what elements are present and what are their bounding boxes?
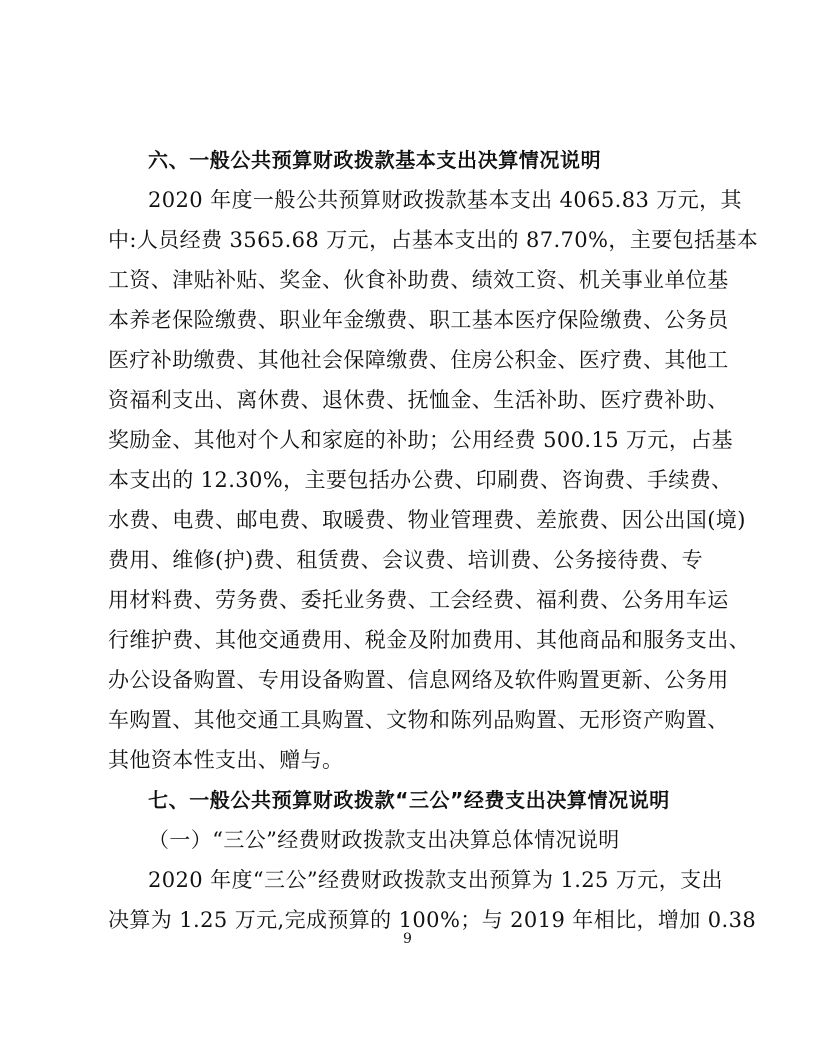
section-6-line-8: 本支出的 12.30%，主要包括办公费、印刷费、咨询费、手续费、 <box>108 468 733 492</box>
section-6-line-9: 水费、电费、邮电费、取暖费、物业管理费、差旅费、因公出国(境) <box>108 508 746 532</box>
section-6-line-1: 2020 年度一般公共预算财政拨款基本支出 4065.83 万元，其 <box>148 188 742 212</box>
section-7-subheading: （一）“三公”经费财政拨款支出决算总体情况说明 <box>148 828 620 852</box>
section-6-line-2: 中:人员经费 3565.68 万元，占基本支出的 87.70%，主要包括基本 <box>108 228 759 252</box>
section-6-line-7: 奖励金、其他对个人和家庭的补助；公用经费 500.15 万元，占基 <box>108 428 734 452</box>
section-7-line-1: 2020 年度“三公”经费财政拨款支出预算为 1.25 万元，支出 <box>148 868 723 892</box>
section-6-line-13: 办公设备购置、专用设备购置、信息网络及软件购置更新、公务用 <box>108 668 729 692</box>
section-6-line-12: 行维护费、其他交通费用、税金及附加费用、其他商品和服务支出、 <box>108 628 750 652</box>
section-7-heading: 七、一般公共预算财政拨款“三公”经费支出决算情况说明 <box>148 788 670 812</box>
section-6-line-6: 资福利支出、离休费、退休费、抚恤金、生活补助、医疗费补助、 <box>108 388 729 412</box>
section-6-line-14: 车购置、其他交通工具购置、文物和陈列品购置、无形资产购置、 <box>108 708 729 732</box>
page-number: 9 <box>403 931 412 947</box>
section-6-line-5: 医疗补助缴费、其他社会保障缴费、住房公积金、医疗费、其他工 <box>108 348 729 372</box>
section-6-line-4: 本养老保险缴费、职业年金缴费、职工基本医疗保险缴费、公务员 <box>108 308 729 332</box>
section-6-line-3: 工资、津贴补贴、奖金、伙食补助费、绩效工资、机关事业单位基 <box>108 268 729 292</box>
section-6-line-10: 费用、维修(护)费、租赁费、会议费、培训费、公务接待费、专 <box>108 548 703 572</box>
section-6-line-11: 用材料费、劳务费、委托业务费、工会经费、福利费、公务用车运 <box>108 588 729 612</box>
section-6-heading: 六、一般公共预算财政拨款基本支出决算情况说明 <box>148 148 602 172</box>
section-7-line-2: 决算为 1.25 万元,完成预算的 100%；与 2019 年相比，增加 0.38 <box>108 908 757 932</box>
section-6-line-15: 其他资本性支出、赠与。 <box>108 748 344 772</box>
